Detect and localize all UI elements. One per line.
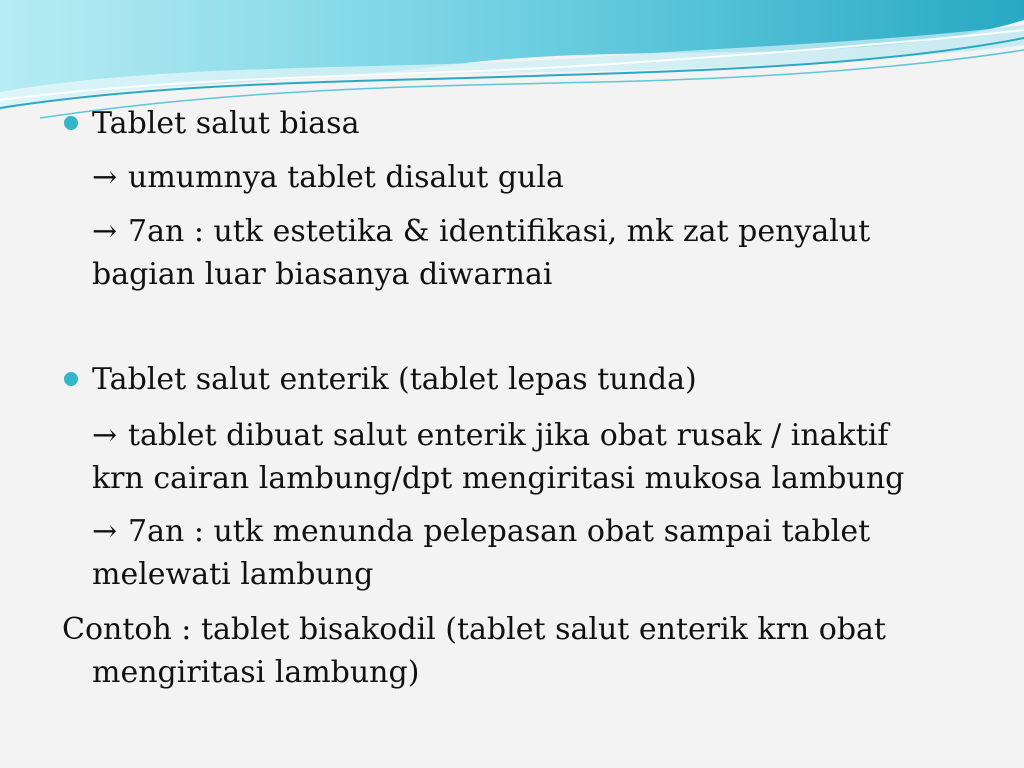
bullet-heading-1: Tablet salut biasa [92,106,360,141]
example-line: Contoh : tablet bisakodil (tablet salut enterik krn obat [62,612,886,647]
sub-line-continuation: bagian luar biasanya diwarnai [92,257,553,292]
sub-line-continuation: melewati lambung [92,557,374,592]
sub-line: → tablet dibuat salut enterik jika obat rusak / inaktif [92,418,889,453]
example-line-continuation: mengiritasi lambung) [92,655,420,690]
sub-line-continuation: krn cairan lambung/dpt mengiritasi mukosa lambung [92,461,905,496]
sub-line: → 7an : utk menunda pelepasan obat sampai tablet [92,514,871,549]
bullet-heading-2: Tablet salut enterik (tablet lepas tunda) [92,362,697,397]
arrow-right-icon: → [92,160,118,195]
arrow-right-icon: → [92,514,118,549]
bullet-dot-icon [64,372,78,386]
arrow-right-icon: → [92,418,118,453]
sub-line: → 7an : utk estetika & identifikasi, mk zat penyalut [92,214,871,249]
sub-line: → umumnya tablet disalut gula [92,160,564,195]
bullet-dot-icon [64,116,78,130]
arrow-right-icon: → [92,214,118,249]
